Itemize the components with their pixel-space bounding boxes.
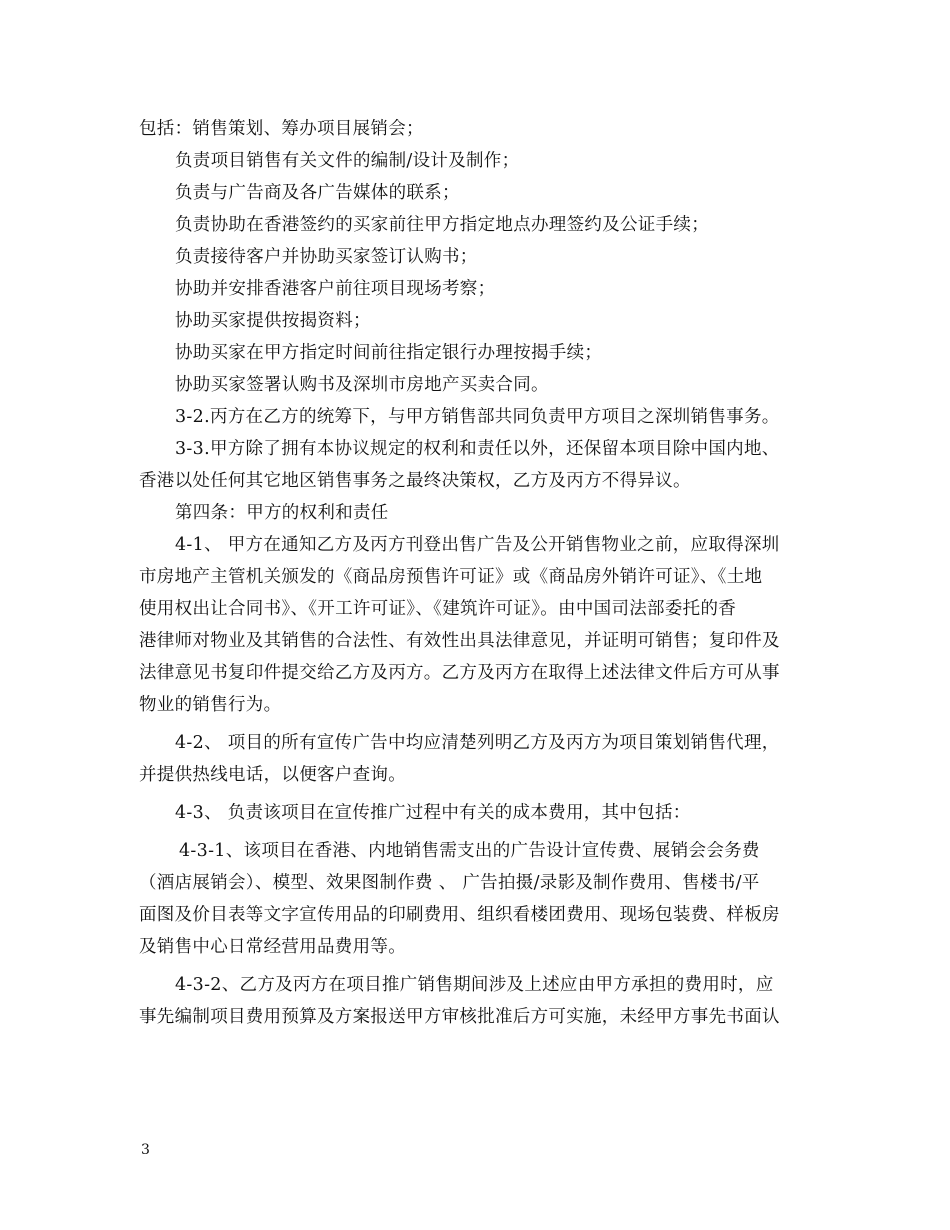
text-line: 负责协助在香港签约的买家前往甲方指定地点办理签约及公证手续； [175, 215, 709, 235]
text-line: 3-3.甲方除了拥有本协议规定的权利和责任以外，还保留本项目除中国内地、 [175, 439, 780, 459]
text-line: 市房地产主管机关颁发的《商品房预售许可证》或《商品房外销许可证》、《土地 [139, 567, 763, 587]
text-line: 物业的销售行为。 [139, 695, 282, 715]
text-line: 协助并安排香港客户前往项目现场考察； [175, 279, 496, 299]
text-line: 4-3、 负责该项目在宣传推广过程中有关的成本费用，其中包括： [175, 803, 691, 823]
text-line: 负责与广告商及各广告媒体的联系； [175, 183, 460, 203]
text-line: 协助买家在甲方指定时间前往指定银行办理按揭手续； [175, 343, 603, 363]
text-line: 负责项目销售有关文件的编制/设计及制作； [175, 151, 520, 171]
text-line: 法律意见书复印件提交给乙方及丙方。乙方及丙方在取得上述法律文件后方可从事 [139, 663, 780, 683]
text-line: （酒店展销会）、模型、效果图制作费 、 广告拍摄/录影及制作费用、售楼书/平 [139, 873, 760, 893]
text-line: 面图及价目表等文字宣传用品的印刷费用、组织看楼团费用、现场包装费、样板房 [139, 905, 780, 925]
text-line: 负责接待客户并协助买家签订认购书； [175, 247, 478, 267]
text-line: 包括：销售策划、筹办项目展销会； [139, 119, 424, 139]
text-line: 4-2、 项目的所有宣传广告中均应清楚列明乙方及丙方为项目策划销售代理， [175, 733, 780, 753]
text-line: 并提供热线电话，以便客户查询。 [139, 765, 406, 785]
document-body [139, 113, 815, 1033]
text-line: 3-2.丙方在乙方的统筹下，与甲方销售部共同负责甲方项目之深圳销售事务。 [175, 407, 780, 427]
text-line: 协助买家签署认购书及深圳市房地产买卖合同。 [175, 375, 549, 395]
section-heading: 第四条：甲方的权利和责任 [175, 503, 389, 523]
text-line: 协助买家提供按揭资料； [175, 311, 371, 331]
text-line: 使用权出让合同书》、《开工许可证》、《建筑许可证》。由中国司法部委托的香 [139, 599, 737, 619]
text-line: 香港以处任何其它地区销售事务之最终决策权，乙方及丙方不得异议。 [139, 471, 691, 491]
text-line: 事先编制项目费用预算及方案报送甲方审核批准后方可实施，未经甲方事先书面认 [139, 1007, 780, 1027]
text-line: 4-3-1、该项目在香港、内地销售需支出的广告设计宣传费、展销会会务费 [179, 841, 760, 861]
text-line: 4-1、 甲方在通知乙方及丙方刊登出售广告及公开销售物业之前，应取得深圳 [175, 535, 780, 555]
page-number: 3 [141, 1142, 150, 1158]
text-line: 及销售中心日常经营用品费用等。 [139, 937, 406, 957]
text-line: 4-3-2、乙方及丙方在项目推广销售期间涉及上述应由甲方承担的费用时，应 [175, 975, 774, 995]
text-line: 港律师对物业及其销售的合法性、有效性出具法律意见，并证明可销售；复印件及 [139, 631, 780, 651]
